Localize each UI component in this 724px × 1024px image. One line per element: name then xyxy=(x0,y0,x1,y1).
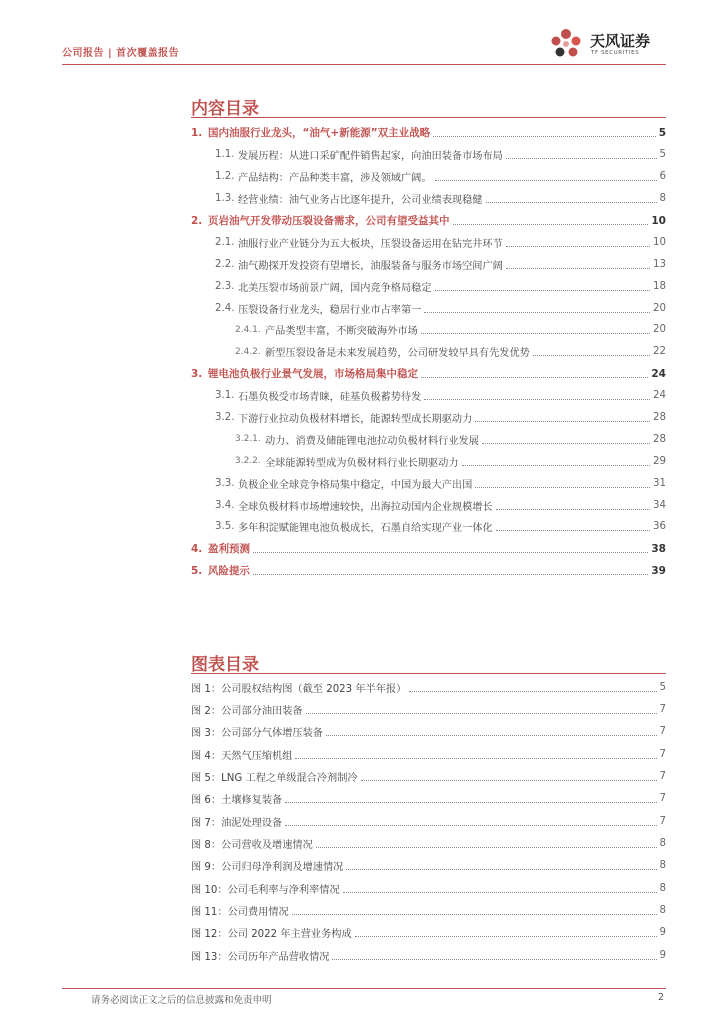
figure-leader-dots xyxy=(285,802,656,803)
toc-leader-dots xyxy=(475,487,650,488)
toc-entry-page: 5 xyxy=(659,149,666,161)
figure-leader-dots xyxy=(343,892,657,893)
footer-disclaimer: 请务必阅读正文之后的信息披露和免责申明 xyxy=(91,995,272,1006)
toc-entry-page: 10 xyxy=(653,236,666,248)
toc-leader-dots xyxy=(486,202,657,203)
figure-entry-label: 图 6：土壤修复装备 xyxy=(191,795,283,807)
figure-entry[interactable] xyxy=(191,698,666,720)
figure-entry-page: 7 xyxy=(659,704,666,716)
figure-leader-dots xyxy=(306,713,657,714)
tf-securities-logo xyxy=(546,26,666,62)
toc-leader-dots xyxy=(482,443,650,444)
toc-entry[interactable] xyxy=(191,144,666,166)
toc-entry[interactable] xyxy=(191,341,666,363)
toc-entry-label: 石墨负极受市场青睐，硅基负极蓄势待发 xyxy=(238,392,422,404)
toc-entry-label: 锂电池负极行业景气发展，市场格局集中稳定 xyxy=(208,368,418,381)
toc-entry-number: 2.3. xyxy=(215,280,235,292)
toc-entry-number: 2.2. xyxy=(215,258,235,270)
toc-leader-dots xyxy=(424,312,650,313)
figure-leader-dots xyxy=(292,914,657,915)
toc-entry-number: 2.4.1. xyxy=(235,324,261,335)
toc-entry[interactable] xyxy=(191,188,666,210)
figure-entry-label: 图 8：公司营收及增速情况 xyxy=(191,840,313,852)
toc-entry-number: 3.2.2. xyxy=(235,456,261,467)
figure-entry-page: 5 xyxy=(659,681,666,693)
toc-entry[interactable] xyxy=(191,494,666,516)
figure-leader-dots xyxy=(346,869,656,870)
toc-entry-page: 8 xyxy=(659,193,666,205)
toc-entry[interactable] xyxy=(191,385,666,407)
figure-leader-dots xyxy=(316,847,657,848)
figure-entry-label: 图 10：公司毛利率与净利率情况 xyxy=(191,884,340,896)
figure-entry[interactable] xyxy=(191,832,666,854)
toc-entry[interactable] xyxy=(191,231,666,253)
figure-entry-page: 7 xyxy=(659,726,666,738)
figure-leader-dots xyxy=(361,780,657,781)
toc-leader-dots xyxy=(453,224,649,225)
toc-leader-dots xyxy=(506,158,657,159)
toc-entry-label: 发展历程：从进口采矿配件销售起家，向油田装备市场布局 xyxy=(238,151,503,163)
toc-entry-number: 3.4. xyxy=(215,499,235,511)
toc-entry[interactable] xyxy=(191,538,666,560)
figure-entry-page: 8 xyxy=(659,838,666,850)
toc-entry-number: 1. xyxy=(191,126,203,139)
toc-entry-label: 产品结构：产品种类丰富，涉及领域广阔。 xyxy=(238,173,432,185)
figure-entry-page: 9 xyxy=(659,927,666,939)
toc-leader-dots xyxy=(433,136,656,137)
toc-leader-dots xyxy=(506,246,650,247)
toc-entry[interactable] xyxy=(191,560,666,582)
figure-leader-dots xyxy=(409,691,656,692)
toc-entry-page: 24 xyxy=(651,367,666,380)
toc-entry-number: 1.3. xyxy=(215,193,235,205)
figure-leader-dots xyxy=(295,758,656,759)
figure-entry-page: 9 xyxy=(659,949,666,961)
toc-entry-label: 页岩油气开发带动压裂设备需求，公司有望受益其中 xyxy=(208,215,450,227)
toc-entry-page: 38 xyxy=(651,542,666,555)
figure-entry[interactable] xyxy=(191,743,666,765)
header-report-type: 公司报告 | 首次覆盖报告 xyxy=(62,48,180,59)
page-number: 2 xyxy=(657,992,664,1003)
figure-leader-dots xyxy=(355,936,657,937)
figure-entry-page: 7 xyxy=(659,748,666,760)
figure-entry-label: 图 2：公司部分油田装备 xyxy=(191,706,303,718)
figure-leader-dots xyxy=(326,735,657,736)
figure-leader-dots xyxy=(285,825,656,826)
toc-entry-label: 油服行业产业链分为五大板块，压裂设备运用在钻完井环节 xyxy=(238,238,503,250)
toc-entry[interactable] xyxy=(191,407,666,429)
toc-entry-label: 油气勘探开发投资有望增长，油服装备与服务市场空间广阔 xyxy=(238,260,503,272)
footer-divider xyxy=(62,988,666,989)
figure-entry-page: 8 xyxy=(659,860,666,872)
figure-entry-label: 图 12：公司 2022 年主营业务构成 xyxy=(191,929,352,941)
toc-entry-page: 34 xyxy=(653,499,666,511)
figure-entry-label: 图 13：公司历年产品营收情况 xyxy=(191,951,330,963)
figure-entry-page: 7 xyxy=(659,815,666,827)
toc-entry-label: 国内油服行业龙头，“油气+新能源”双主业战略 xyxy=(208,127,431,140)
toc-entry-page: 5 xyxy=(658,126,666,139)
toc-entry[interactable] xyxy=(191,428,666,450)
toc-entry-label: 经营业绩：油气业务占比逐年提升，公司业绩表现稳健 xyxy=(238,195,483,207)
toc-entry-number: 3. xyxy=(191,367,203,380)
toc-entry[interactable] xyxy=(191,450,666,472)
toc-leader-dots xyxy=(462,465,650,466)
toc-leader-dots xyxy=(421,333,650,334)
toc-entry[interactable] xyxy=(191,122,666,144)
toc-entry[interactable] xyxy=(191,516,666,538)
toc-entry-page: 10 xyxy=(651,214,666,227)
toc-entry[interactable] xyxy=(191,472,666,494)
toc-entry[interactable] xyxy=(191,253,666,275)
toc-entry-label: 动力、消费及储能锂电池拉动负极材料行业发展 xyxy=(265,435,479,447)
toc-entry-page: 31 xyxy=(653,477,666,489)
figure-entry-label: 图 3：公司部分气体增压装备 xyxy=(191,728,323,740)
toc-entry-number: 1.1. xyxy=(215,149,235,161)
figure-entry-label: 图 5：LNG 工程之单级混合冷剂制冷 xyxy=(191,773,358,785)
toc-entry-page: 20 xyxy=(653,302,666,314)
toc-entry-number: 5. xyxy=(191,564,203,577)
toc-entry-label: 盈利预测 xyxy=(208,543,250,556)
logo-name: 天风证券 xyxy=(590,32,651,50)
toc-entry-page: 28 xyxy=(653,433,666,445)
toc-entry-page: 29 xyxy=(653,455,666,467)
table-of-contents xyxy=(191,122,666,582)
figure-leader-dots xyxy=(332,959,656,960)
toc-entry-label: 负极企业全球竞争格局集中稳定，中国为最大产出国 xyxy=(238,479,473,491)
toc-entry-label: 全球负极材料市场增速较快，出海拉动国内企业规模增长 xyxy=(238,501,493,513)
toc-entry-label: 全球能源转型成为负极材料行业长期驱动力 xyxy=(265,457,459,469)
figure-entry[interactable] xyxy=(191,810,666,832)
toc-entry-number: 4. xyxy=(191,542,203,555)
toc-entry-label: 压裂设备行业龙头，稳居行业市占率第一 xyxy=(238,304,422,316)
toc-entry-page: 28 xyxy=(653,412,666,424)
logo-subtitle: TF SECURITIES xyxy=(591,50,640,56)
toc-entry-number: 2. xyxy=(191,214,203,227)
figure-entry[interactable] xyxy=(191,765,666,787)
toc-leader-dots xyxy=(253,552,648,553)
toc-entry-number: 3.2.1. xyxy=(235,434,261,445)
figure-entry-page: 8 xyxy=(659,905,666,917)
figure-entry[interactable] xyxy=(191,788,666,810)
toc-entry-page: 18 xyxy=(653,280,666,292)
toc-entry-page: 13 xyxy=(653,258,666,270)
toc-leader-dots xyxy=(475,421,650,422)
toc-title: 内容目录 xyxy=(191,99,259,119)
figure-entry[interactable] xyxy=(191,877,666,899)
figure-entry-label: 图 9：公司归母净利润及增速情况 xyxy=(191,862,344,874)
toc-entry[interactable] xyxy=(191,297,666,319)
toc-leader-dots xyxy=(496,530,650,531)
toc-entry-page: 22 xyxy=(653,346,666,358)
toc-entry-page: 24 xyxy=(653,390,666,402)
figure-entry[interactable] xyxy=(191,899,666,921)
figure-entry-page: 7 xyxy=(659,793,666,805)
toc-entry-number: 3.2. xyxy=(215,412,235,424)
toc-entry-number: 2.4.2. xyxy=(235,346,261,357)
toc-entry-page: 36 xyxy=(653,521,666,533)
toc-entry-page: 39 xyxy=(651,564,666,577)
figure-entry[interactable] xyxy=(191,944,666,966)
toc-title-rule xyxy=(191,117,666,118)
figure-entry-page: 7 xyxy=(659,771,666,783)
toc-leader-dots xyxy=(253,574,648,575)
toc-entry-label: 风险提示 xyxy=(208,565,250,578)
toc-entry[interactable] xyxy=(191,363,666,385)
figure-entry-label: 图 1：公司股权结构图（截至 2023 年半年报） xyxy=(191,683,407,695)
toc-leader-dots xyxy=(506,268,650,269)
header-divider xyxy=(62,64,666,65)
figures-title: 图表目录 xyxy=(191,655,259,675)
toc-entry-label: 下游行业拉动负极材料增长，能源转型成长期驱动力 xyxy=(238,414,473,426)
toc-entry-number: 2.1. xyxy=(215,236,235,248)
toc-entry-number: 1.2. xyxy=(215,171,235,183)
toc-leader-dots xyxy=(424,399,650,400)
figure-entry-label: 图 7：油泥处理设备 xyxy=(191,817,283,829)
toc-leader-dots xyxy=(496,509,650,510)
figure-list xyxy=(191,676,666,966)
toc-entry-number: 3.5. xyxy=(215,521,235,533)
figure-entry[interactable] xyxy=(191,855,666,877)
figure-entry[interactable] xyxy=(191,922,666,944)
toc-entry-label: 新型压裂设备是未来发展趋势，公司研发较早具有先发优势 xyxy=(265,348,530,360)
toc-leader-dots xyxy=(421,377,648,378)
toc-entry-number: 2.4. xyxy=(215,302,235,314)
figure-entry-label: 图 11：公司费用情况 xyxy=(191,907,289,919)
toc-entry[interactable] xyxy=(191,166,666,188)
toc-entry-page: 6 xyxy=(659,171,666,183)
toc-entry[interactable] xyxy=(191,210,666,232)
figure-entry[interactable] xyxy=(191,676,666,698)
toc-entry[interactable] xyxy=(191,275,666,297)
logo-flower-icon xyxy=(546,26,586,62)
toc-entry-label: 多年积淀赋能锂电池负极成长，石墨自给实现产业一体化 xyxy=(238,523,493,535)
toc-entry-number: 3.1. xyxy=(215,390,235,402)
figures-title-rule xyxy=(191,673,666,674)
toc-entry-page: 20 xyxy=(653,324,666,336)
toc-entry-label: 产品类型丰富，不断突破海外市场 xyxy=(265,326,418,338)
toc-entry-number: 3.3. xyxy=(215,477,235,489)
toc-leader-dots xyxy=(533,355,650,356)
toc-entry[interactable] xyxy=(191,319,666,341)
toc-leader-dots xyxy=(435,290,650,291)
figure-entry-page: 8 xyxy=(659,882,666,894)
figure-entry[interactable] xyxy=(191,721,666,743)
toc-leader-dots xyxy=(435,180,657,181)
toc-entry-label: 北美压裂市场前景广阔，国内竞争格局稳定 xyxy=(238,282,432,294)
figure-entry-label: 图 4：天然气压缩机组 xyxy=(191,750,293,762)
